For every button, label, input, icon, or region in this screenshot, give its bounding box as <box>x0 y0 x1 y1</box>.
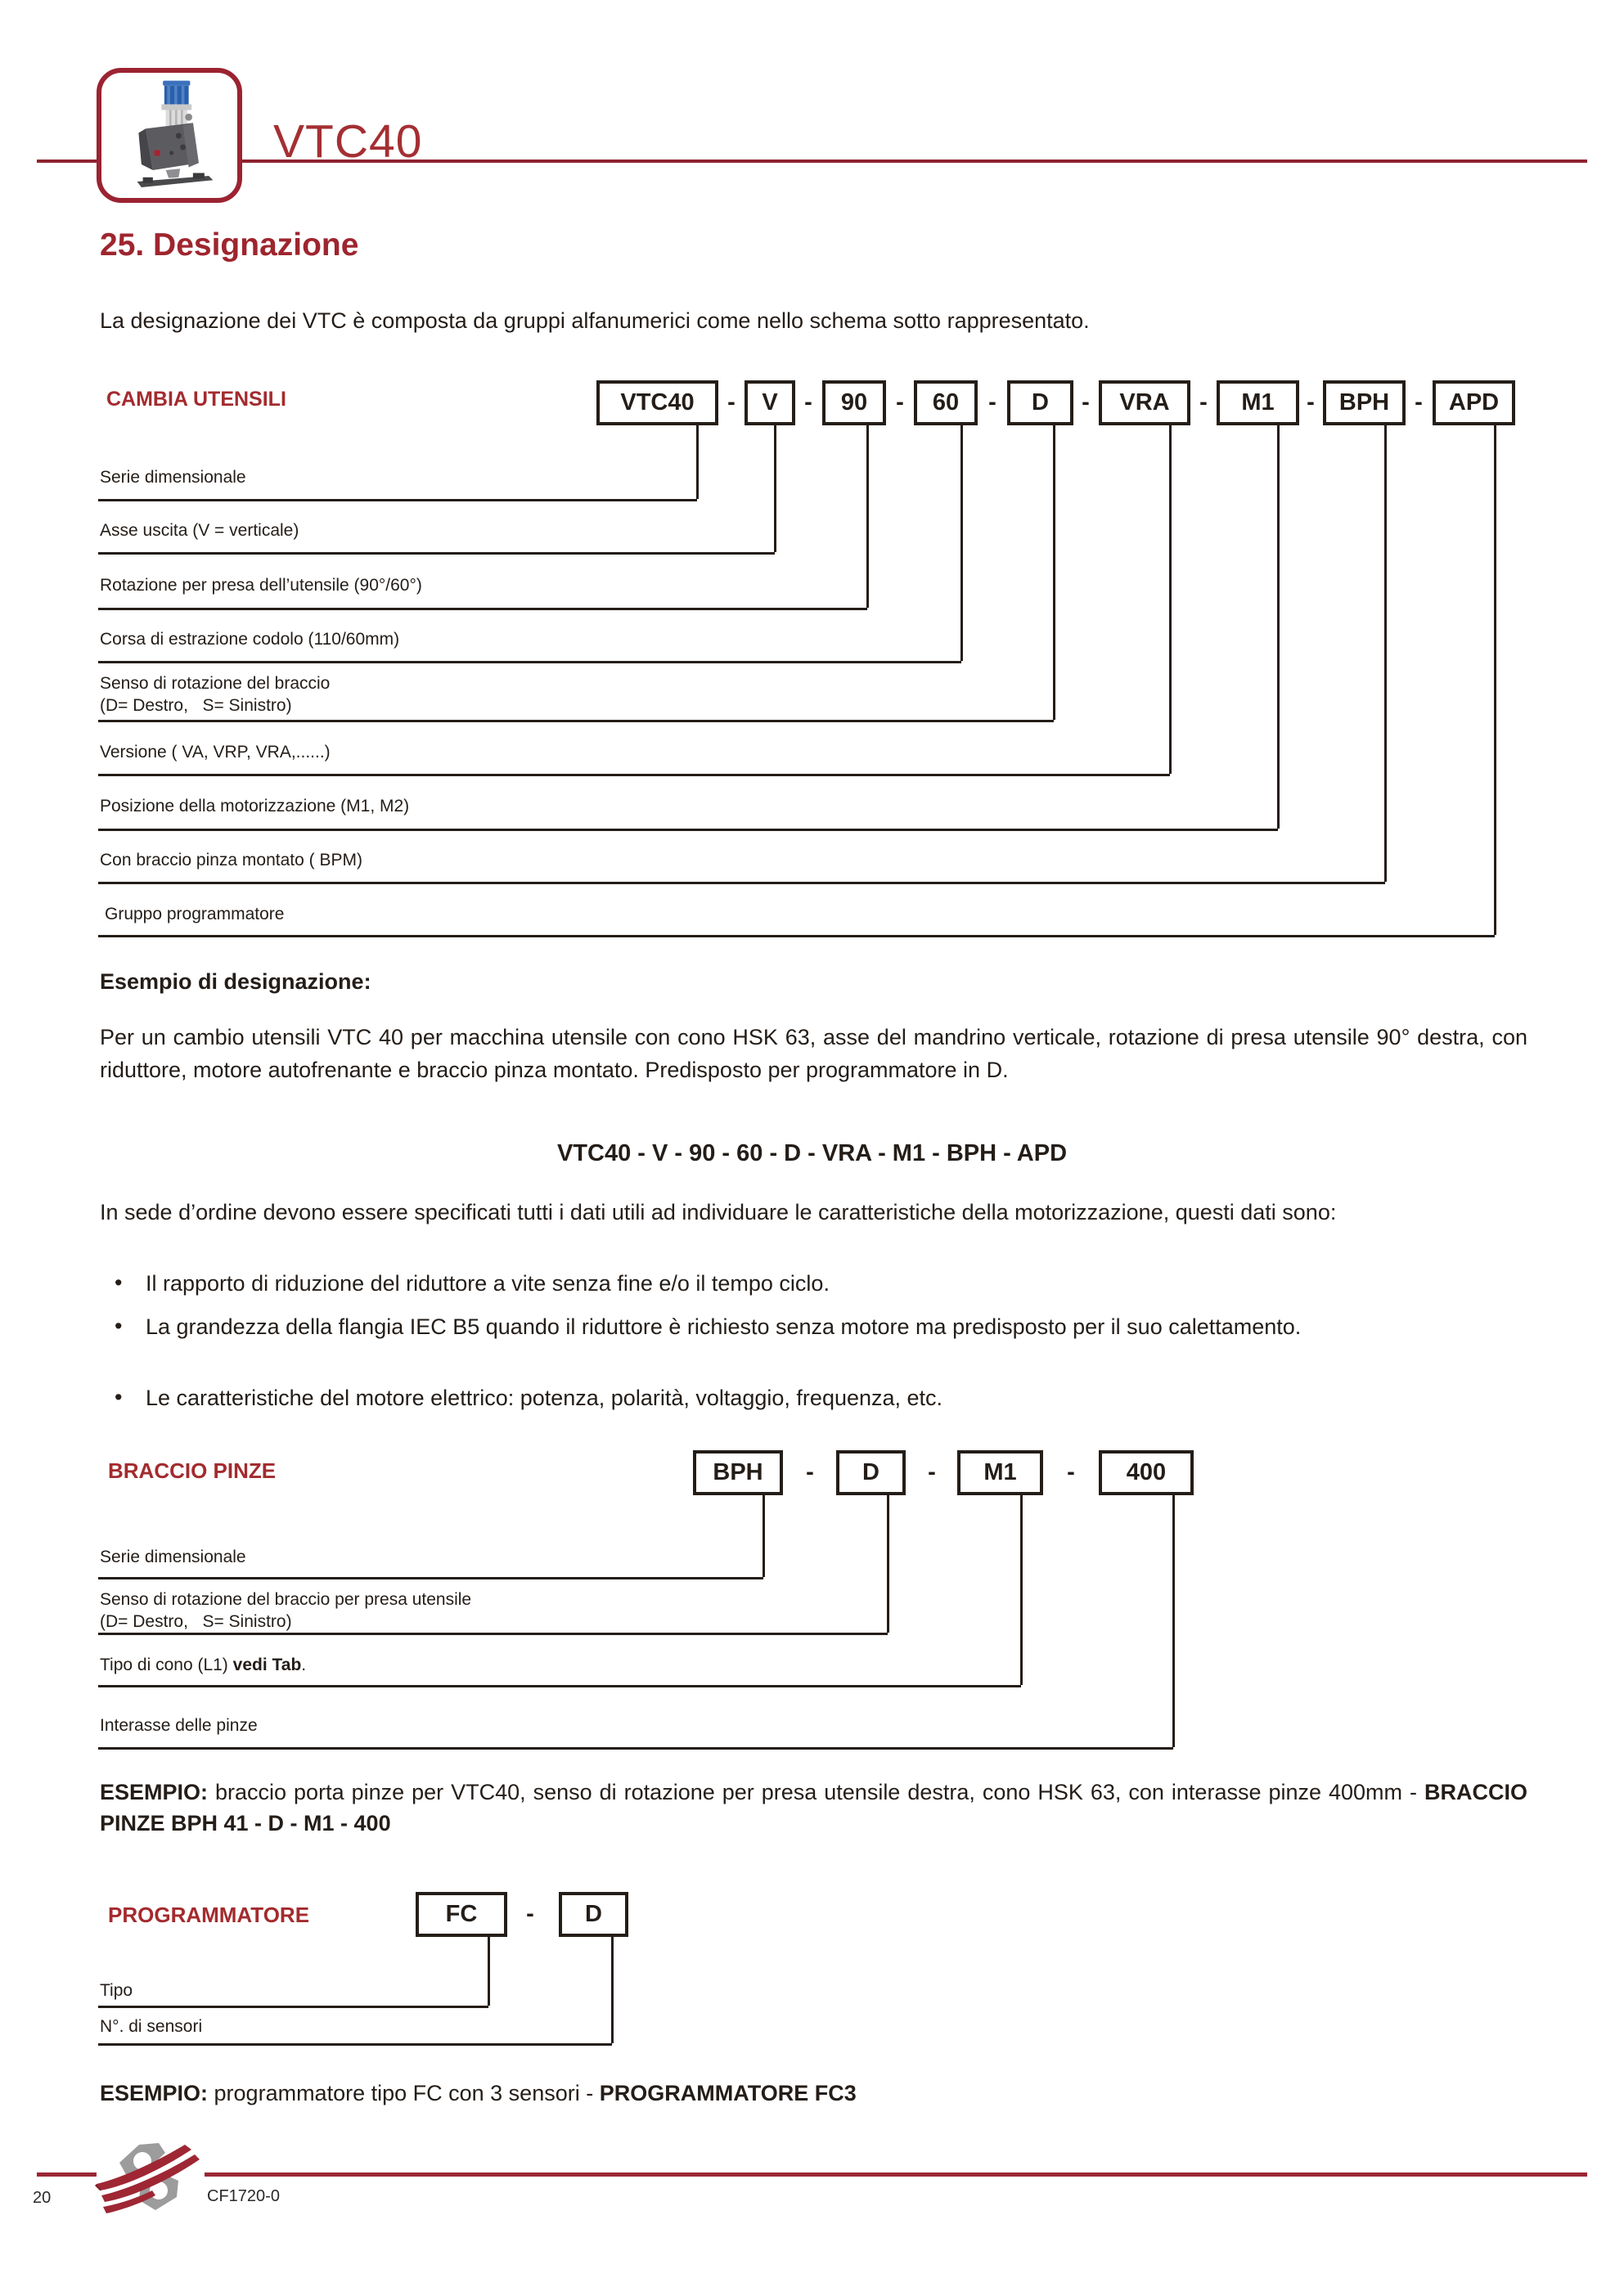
label-tipo-cono: Tipo di cono (L1) vedi Tab. <box>100 1656 307 1674</box>
page-title: VTC40 <box>273 115 423 168</box>
label-serie-dimensionale: Serie dimensionale <box>100 468 246 487</box>
connector-line-d <box>1053 425 1055 720</box>
label-underline <box>98 2006 488 2008</box>
label-underline <box>98 882 1385 884</box>
header-rule <box>37 160 1587 163</box>
code-separator: - <box>727 389 736 416</box>
bullet-icon: • <box>115 1314 123 1338</box>
braccio-box-m1: M1 <box>957 1450 1043 1495</box>
label-underline <box>98 774 1170 776</box>
code-box-d: D <box>1007 380 1073 425</box>
code-box-v: V <box>745 380 795 425</box>
label-underline <box>98 2043 612 2046</box>
label-senso-rotazione: Senso di rotazione del braccio (D= Destro, S= Sinistro) <box>100 674 331 715</box>
label-asse-uscita: Asse uscita (V = verticale) <box>100 521 299 540</box>
esempio-paragraph: Per un cambio utensili VTC 40 per macchina utensile con cono HSK 63, asse del mandrino verticale, rotazione di presa utensile 90° destra, con riduttore, motore autofrenante e braccio pinza montato. Predisposto per programmatore in D. <box>100 1025 1527 1082</box>
code-separator: - <box>526 1901 534 1927</box>
braccio-box-d: D <box>836 1450 906 1495</box>
prog-box-fc: FC <box>416 1892 507 1937</box>
programmatore-heading: PROGRAMMATORE <box>108 1903 310 1927</box>
doc-code: CF1720-0 <box>207 2187 280 2205</box>
connector-line-400 <box>1172 1494 1175 1747</box>
code-separator: - <box>1067 1459 1075 1485</box>
label-numero-sensori: N°. di sensori <box>100 2017 203 2036</box>
connector-line-bph2 <box>763 1494 765 1577</box>
code-separator: - <box>896 389 904 416</box>
code-separator: - <box>1307 389 1315 416</box>
label-underline <box>98 1685 1021 1687</box>
connector-line-v <box>774 425 776 552</box>
label-underline <box>98 661 961 663</box>
code-separator: - <box>1415 389 1423 416</box>
company-logo <box>92 2140 208 2221</box>
braccio-box-bph: BPH <box>693 1450 783 1495</box>
designation-code-line: VTC40 - V - 90 - 60 - D - VRA - M1 - BPH - APD <box>556 1140 1068 1166</box>
label-interasse-pinze: Interasse delle pinze <box>100 1716 258 1735</box>
bullet-icon: • <box>115 1270 123 1295</box>
intro-paragraph: La designazione dei VTC è composta da gruppi alfanumerici come nello schema sotto rappresentato. <box>100 308 1090 333</box>
code-separator: - <box>1199 389 1208 416</box>
cambia-heading: CAMBIA UTENSILI <box>106 388 286 411</box>
label-underline <box>98 1747 1173 1750</box>
label-tipo: Tipo <box>100 1981 133 2000</box>
code-box-vra: VRA <box>1099 380 1190 425</box>
code-separator: - <box>806 1459 814 1485</box>
logo-badge <box>97 68 242 203</box>
company-logo-icon <box>92 2140 208 2217</box>
footer-rule-left <box>37 2172 97 2177</box>
connector-line-apd <box>1494 425 1496 935</box>
label-rotazione-presa: Rotazione per presa dell’utensile (90°/60°) <box>100 576 422 595</box>
label-underline <box>98 720 1054 722</box>
ordine-paragraph: In sede d’ordine devono essere specificati tutti i dati utili ad individuare le caratteristiche della motorizzazione, questi dati sono: <box>100 1200 1337 1224</box>
code-box-m1: M1 <box>1217 380 1299 425</box>
label-serie-dimensionale-2: Serie dimensionale <box>100 1548 246 1566</box>
connector-line-vra <box>1169 425 1172 774</box>
connector-line-vtc40 <box>696 425 699 499</box>
label-versione: Versione ( VA, VRP, VRA,......) <box>100 743 331 762</box>
label-underline <box>98 499 697 501</box>
label-underline <box>98 552 775 555</box>
label-senso-rotazione-2: Senso di rotazione del braccio per presa utensile (D= Destro, S= Sinistro) <box>100 1590 472 1631</box>
braccio-heading: BRACCIO PINZE <box>108 1458 277 1483</box>
esempio-heading: Esempio di designazione: <box>100 969 371 994</box>
label-corsa-estrazione: Corsa di estrazione codolo (110/60mm) <box>100 630 400 649</box>
label-underline <box>98 935 1495 937</box>
connector-line-60 <box>960 425 963 661</box>
braccio-box-400: 400 <box>1099 1450 1194 1495</box>
code-box-apd: APD <box>1433 380 1515 425</box>
label-gruppo-programmatore: Gruppo programmatore <box>105 905 285 923</box>
connector-line-d2 <box>887 1494 889 1633</box>
label-posizione-motorizzazione: Posizione della motorizzazione (M1, M2) <box>100 797 410 816</box>
bullet-item: Il rapporto di riduzione del riduttore a vite senza fine e/o il tempo ciclo. <box>146 1271 830 1296</box>
bullet-item: Le caratteristiche del motore elettrico: potenza, polarità, voltaggio, frequenza, etc. <box>146 1386 943 1410</box>
label-braccio-pinza-montato: Con braccio pinza montato ( BPM) <box>100 851 362 869</box>
connector-line-bph <box>1384 425 1387 882</box>
bullet-item: La grandezza della flangia IEC B5 quando il riduttore è richiesto senza motore ma predisposto per il suo calettamento. <box>146 1314 1302 1339</box>
label-underline <box>98 608 867 610</box>
section-title: 25. Designazione <box>100 227 359 263</box>
tool-changer-image <box>108 79 231 193</box>
footer-rule-right <box>205 2172 1587 2177</box>
code-box-vtc40: VTC40 <box>596 380 718 425</box>
braccio-esempio: ESEMPIO: braccio porta pinze per VTC40, senso di rotazione per presa utensile destra, cono HSK 63, con interasse pinze 400mm - BRACCIO PINZE BPH 41 - D - M1 - 400 <box>100 1780 1527 1835</box>
label-underline <box>98 1633 888 1635</box>
connector-line-m12 <box>1020 1494 1023 1685</box>
bullet-icon: • <box>115 1385 123 1409</box>
page-number: 20 <box>33 2189 52 2207</box>
connector-line-90 <box>866 425 869 608</box>
code-separator: - <box>1082 389 1090 416</box>
code-separator: - <box>804 389 812 416</box>
connector-line-d3 <box>611 1937 614 2043</box>
label-underline <box>98 829 1278 831</box>
code-box-90: 90 <box>822 380 886 425</box>
connector-line-fc <box>488 1937 490 2006</box>
programmatore-esempio: ESEMPIO: programmatore tipo FC con 3 sensori - PROGRAMMATORE FC3 <box>100 2081 857 2105</box>
connector-line-m1 <box>1277 425 1280 829</box>
label-underline <box>98 1577 763 1579</box>
prog-box-d: D <box>559 1892 628 1937</box>
code-separator: - <box>988 389 996 416</box>
code-box-60: 60 <box>914 380 978 425</box>
code-separator: - <box>928 1459 936 1485</box>
code-box-bph: BPH <box>1323 380 1406 425</box>
